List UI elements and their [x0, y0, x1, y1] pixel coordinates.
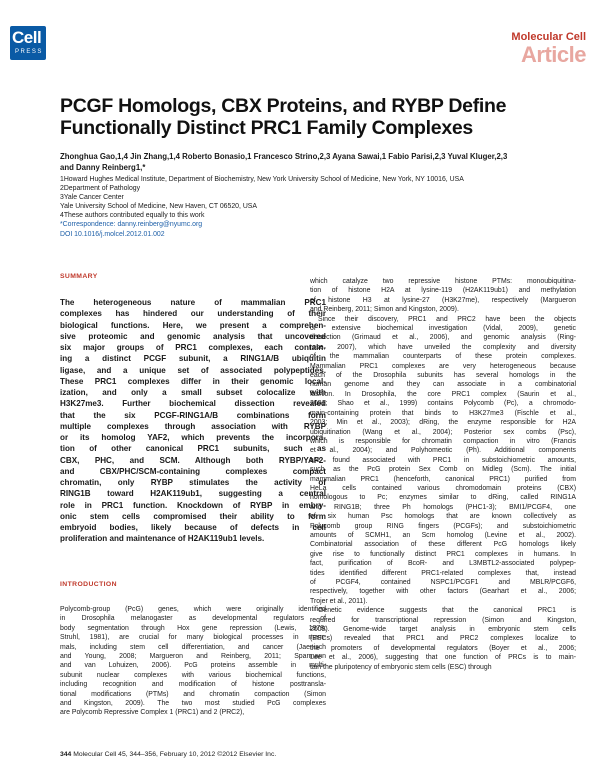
summary-line: ization, and only a small subset colocalize with: [60, 388, 326, 397]
intro-line: in Drosophila melanogaster as developmental regulators of: [60, 615, 326, 623]
affiliation-line: 4These authors contributed equally to this work: [60, 212, 205, 220]
body-line: each of the Drosophila subunits has several homologs in the: [310, 372, 576, 380]
summary-line: onic stem cells compromised their ability to form: [60, 511, 326, 521]
body-line: 2003; Min et al., 2003); dRing, the enzyme responsible for H2A: [310, 419, 576, 427]
body-line: tain the pluripotency of embryonic stem cells (ESC) through: [310, 663, 492, 671]
body-line: of PCGF4, contained NSPC1/PCGF1 and MBLR/PCGF6,: [310, 579, 576, 586]
body-line: homologous to Pc; enzymes similar to dRing, called RING1A: [310, 494, 576, 502]
intro-line: and Young, 2008; Margueron and Reinberg, 2011; Sparmann: [60, 653, 326, 661]
summary-line: that the six PCGF-RING1A/B combinations form: [60, 410, 326, 420]
body-line: HeLa cells contained various chromodomain proteins (CBX): [310, 484, 576, 492]
body-line: dissection (Grimaud et al., 2006), and genomic analysis (Ring-: [310, 334, 576, 342]
summary-line: ligase, and a unique set of associated polypeptides.: [60, 365, 326, 375]
body-line: rose, 2007), which have unveiled the complexity and diversity: [310, 343, 576, 351]
intro-line: and van Lohuizen, 2006). PcG proteins assemble in multi-: [60, 662, 326, 670]
body-line: Since their discovery, PRC1 and PRC2 have been the objects: [318, 315, 576, 323]
authors-line: and Danny Reinberg1,*: [60, 162, 146, 172]
intro-line: subunit nuclear complexes with various biochemical functions,: [60, 671, 326, 679]
body-line: ubiquitination (Wang et al., 2004); Posterior sex combs (Psc),: [310, 428, 576, 436]
summary-line: six major groups of PRC1 complexes, each contain-: [60, 343, 326, 352]
correspondence-email[interactable]: *Correspondence: danny.reinberg@nyumc.org: [60, 221, 203, 229]
cell-press-logo: [10, 26, 46, 60]
article-type: Article: [521, 42, 586, 67]
body-line: et al., 2004); and Polyhomeotic (Ph). Additional components: [310, 447, 576, 455]
body-line: Combinatorial association of these different PcG homologs likely: [310, 541, 576, 549]
summary-line: sive proteomic and genomic analysis that uncovered: [60, 331, 326, 341]
body-line: 2009). Genome-wide target analysis in embryonic stem cells: [310, 626, 576, 634]
logo-text: Cell: [12, 28, 42, 47]
body-line: fact, purification of BcoR- and L3MBTL2-associated polypep-: [310, 560, 576, 568]
body-line: are found associated with PRC1 in substoichiometric amounts,: [310, 456, 576, 464]
authors-line: Zhonghua Gao,1,4 Jin Zhang,1,4 Roberto Bonasio,1 Francesco Strino,2,3 Ayana Sawai,1 Fabio Parisi,2,3 Yuval Kluger,2,3: [60, 152, 508, 161]
body-line: amounts of SCMH1, an Scm homolog (Levine et al., 2002).: [310, 531, 576, 539]
intro-line: Polycomb-group (PcG) genes, which were originally identified: [60, 606, 326, 613]
affiliation-line: 3Yale Cancer Center: [60, 194, 124, 202]
summary-line: These PRC1 complexes differ in their genomic local-: [60, 376, 326, 386]
body-line: the promoters of developmental regulators (Boyer et al., 2006;: [310, 644, 576, 652]
body-line: main-containing protein that binds to H3K27me3 (Fischle et al.,: [310, 409, 576, 417]
body-line: Genetic evidence suggests that the canonical PRC1 is: [318, 607, 576, 615]
body-line: of histone H3 at lysine-27 (H3K27me), respectively (Margueron: [310, 296, 576, 304]
summary-heading: SUMMARY: [60, 273, 98, 280]
body-line: required for transcriptional repression (Simon and Kingston,: [310, 616, 576, 624]
body-line: Polycomb group RING fingers (PCGFs); and substoichiometric: [310, 522, 576, 530]
summary-line: ing a distinct PCGF subunit, a RING1A/B ubiquitin: [60, 354, 326, 364]
body-line: Lee et al., 2006), suggesting that one function of PRCs is to main-: [310, 654, 576, 662]
footer-citation: Molecular Cell 45, 344–356, February 10, 2012 ©2012 Elsevier Inc.: [73, 751, 277, 758]
summary-line: tion of other canonical PRC1 subunits, such as: [60, 444, 326, 454]
summary-line: role in PRC1 function. Knockdown of RYBP in embry-: [60, 500, 326, 510]
summary-text: [60, 297, 326, 545]
paper-title: [60, 95, 580, 139]
summary-line: biological functions. Here, we present a comprehen-: [60, 320, 326, 330]
title-line: PCGF Homologs, CBX Proteins, and RYBP Define: [60, 95, 507, 117]
body-line: respectively, together with other factors (Gearhart et al., 2006;: [310, 588, 576, 596]
summary-line: and CBX/PHC/SCM-containing complexes compact: [60, 466, 326, 476]
body-line: which is responsible for chromatin compaction in vitro (Francis: [310, 437, 576, 445]
body-line: of the mammalian counterparts of these protein complexes.: [310, 353, 576, 361]
body-line: (ESCs) revealed that PRC1 and PRC2 complexes localize to: [310, 635, 576, 643]
summary-line: or its homolog YAF2, which prevents the incorpora-: [60, 433, 326, 442]
body-line: and RING1B; three Ph homologs (PHC1-3); BMI1/PCGF4, one: [310, 503, 576, 511]
body-line: 2001; Shao et al., 1999) contains Polycomb (Pc), a chromodo-: [310, 400, 576, 408]
affiliation-line: 1Howard Hughes Medical Institute, Department of Biochemistry, New York University School of Medicine, New York, NY 10016, USA: [60, 176, 464, 183]
intro-line: are Polycomb Repressive Complex 1 (PRC1) and 2 (PRC2),: [60, 709, 245, 717]
affiliation-line: Yale University School of Medicine, New Haven, CT 06520, USA: [60, 203, 257, 211]
summary-line: CBX, PHC, and SCM. Although both RYBP/YAF2-: [60, 455, 326, 465]
intro-line: and Kingston, 2009). The two most studied PcG complexes: [60, 700, 326, 708]
body-line: which catalyze two repressive histone PTMs: monoubiquitina-: [310, 278, 576, 285]
right-column-text: [310, 277, 576, 672]
intro-line: Struhl, 1981), are crucial for many biological processes in mam-: [60, 634, 326, 642]
introduction-text: [60, 605, 326, 718]
summary-line: chromatin, only RYBP stimulates the activity of: [60, 478, 326, 487]
body-line: fashion. In Drosophila, the core PRC1 complex (Saurin et al.,: [310, 390, 576, 398]
body-line: Trojer et al., 2011).: [310, 597, 368, 605]
summary-line: RING1B toward H2AK119ub1, suggesting a central: [60, 489, 326, 499]
body-line: tion of histone H2A at lysine-119 (H2AK119ub1) and methylation: [310, 287, 576, 295]
intro-line: tional modifications (PTMs) and chromatin compaction (Simon: [60, 690, 326, 698]
body-line: mammalian PRC1 (henceforth, canonical PRC1) purified from: [310, 475, 576, 483]
summary-line: complexes has hindered our understanding of their: [60, 309, 326, 319]
journal-name: Molecular Cell: [511, 31, 586, 43]
page-footer: [60, 751, 276, 758]
title-line: Functionally Distinct PRC1 Family Complexes: [60, 117, 473, 139]
page-number: 344: [60, 751, 72, 758]
introduction-heading: INTRODUCTION: [60, 581, 117, 588]
author-list: [60, 152, 580, 173]
affiliation-line: 2Department of Pathology: [60, 185, 141, 193]
body-line: Mammalian PRC1 complexes are very heterogeneous because: [310, 362, 576, 370]
summary-line: multiple complexes through association with RYBP: [60, 421, 326, 431]
body-line: of extensive biochemical investigation (Vidal, 2009), genetic: [310, 325, 576, 333]
intro-line: including recognition and modification of histone posttransla-: [60, 681, 326, 689]
body-line: tides identified different PRC1-related complexes that, instead: [310, 569, 576, 577]
body-line: human genome and they can associate in a combinatorial: [310, 381, 576, 389]
body-line: such as the PcG protein Sex Comb on Midleg (Scm). The initial: [310, 466, 576, 474]
intro-line: mals, including stem cell differentiation, and cancer (Jaenisch: [60, 643, 326, 651]
body-line: and Reinberg, 2011; Simon and Kingston, 2009).: [310, 306, 459, 314]
doi-link[interactable]: DOI 10.1016/j.molcel.2012.01.002: [60, 230, 165, 238]
affiliations: [60, 175, 580, 239]
summary-line: proliferation and maintenance of H2AK119ub1 levels.: [60, 534, 265, 544]
summary-line: H3K27me3. Further biochemical dissection revealed: [60, 399, 326, 409]
logo-subtext: PRESS: [15, 49, 43, 55]
summary-line: embryoid bodies, likely because of defects in cell: [60, 523, 326, 532]
summary-line: The heterogeneous nature of mammalian PRC1: [60, 298, 326, 307]
intro-line: body segmentation through Hox gene repression (Lewis, 1978;: [60, 624, 326, 632]
body-line: give rise to functionally distinct PRC1 complexes in humans. In: [310, 550, 576, 558]
body-line: of six human Psc homologs that are known collectively as: [310, 513, 576, 521]
